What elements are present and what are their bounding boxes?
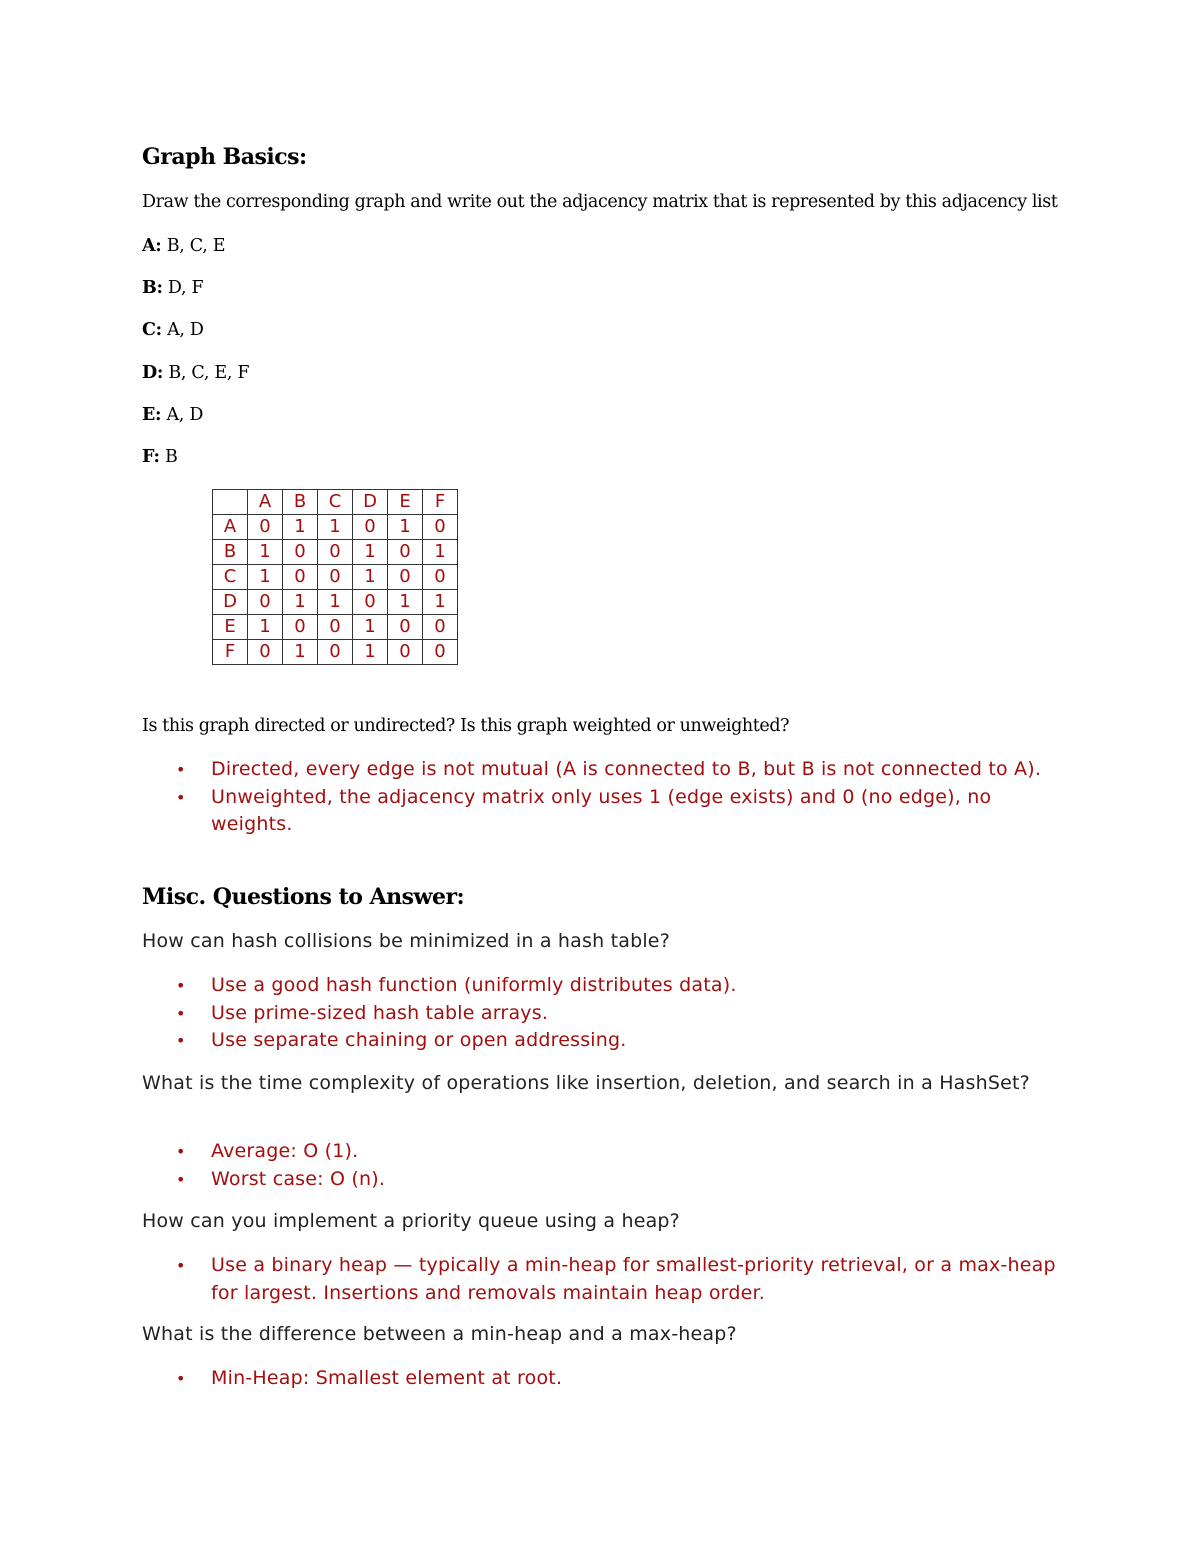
matrix-cell: 0 [318,615,353,640]
matrix-col-header: C [318,490,353,515]
matrix-cell: 1 [353,640,388,665]
matrix-cell: 0 [318,565,353,590]
matrix-col-header: E [388,490,423,515]
matrix-row-label: C [213,565,248,590]
matrix-cell: 0 [388,615,423,640]
matrix-cell: 0 [353,590,388,615]
matrix-corner-cell [213,490,248,515]
matrix-cell: 1 [318,590,353,615]
matrix-cell: 0 [388,640,423,665]
question-text: What is the time complexity of operations like insertion, deletion, and search in a HashSet? [142,1072,1030,1094]
matrix-col-header: D [353,490,388,515]
matrix-cell: 1 [248,540,283,565]
list-item: • Use prime-sized hash table arrays. [142,1000,1062,1028]
list-item: • Use a binary heap — typically a min-heap for smallest-priority retrieval, or a max-heap for largest. Insertions and removals maintain heap order. [176,1254,1056,1304]
matrix-cell: 1 [353,565,388,590]
list-item: • Average: O (1). [142,1138,1062,1166]
matrix-cell: 1 [283,515,318,540]
adjacency-entry: A: B, C, E [142,236,226,256]
list-item: • Worst case: O (n). [142,1166,1062,1194]
adjacency-matrix [212,489,458,665]
adjacency-entry: C: A, D [142,320,204,340]
matrix-cell: 0 [248,515,283,540]
matrix-cell: 0 [423,615,458,640]
matrix-col-header: A [248,490,283,515]
matrix-cell: 0 [283,540,318,565]
matrix-cell: 0 [248,640,283,665]
matrix-cell: 0 [248,590,283,615]
bullet-icon: • [176,1142,186,1161]
matrix-cell: 0 [283,565,318,590]
matrix-row [213,540,458,565]
answer-list [142,1138,1062,1193]
matrix-row [213,515,458,540]
graph-answer-list [142,756,1062,839]
list-item: • Unweighted, the adjacency matrix only uses 1 (edge exists) and 0 (no edge), no weights. [176,785,992,835]
adjacency-entry: B: D, F [142,278,204,298]
matrix-cell: 0 [283,615,318,640]
matrix-cell: 1 [248,565,283,590]
matrix-row-label: B [213,540,248,565]
bullet-icon: • [176,1256,186,1275]
bullet-icon: • [176,1003,186,1023]
matrix-row [213,615,458,640]
matrix-row [213,565,458,590]
matrix-cell: 1 [423,590,458,615]
bullet-icon: • [176,787,186,807]
matrix-cell: 0 [423,515,458,540]
matrix-row-label: A [213,515,248,540]
bullet-icon: • [176,760,186,779]
matrix-cell: 1 [423,540,458,565]
misc-heading: Misc. Questions to Answer: [142,884,465,910]
question-text: How can you implement a priority queue using a heap? [142,1210,680,1232]
matrix-col-header: F [423,490,458,515]
matrix-row [213,640,458,665]
bullet-icon: • [176,1169,186,1189]
matrix-cell: 1 [388,590,423,615]
adjacency-entry: D: B, C, E, F [142,363,250,383]
adjacency-entry: F: B [142,447,178,467]
matrix-cell: 1 [353,540,388,565]
matrix-cell: 1 [248,615,283,640]
matrix-cell: 1 [353,615,388,640]
matrix-cell: 1 [283,640,318,665]
matrix-cell: 0 [318,540,353,565]
bullet-icon: • [176,1369,186,1388]
matrix-row-label: D [213,590,248,615]
list-item: • Min-Heap: Smallest element at root. [142,1365,1062,1393]
graph-question: Is this graph directed or undirected? Is this graph weighted or unweighted? [142,716,790,736]
matrix-row [213,590,458,615]
matrix-cell: 1 [388,515,423,540]
instruction-text: Draw the corresponding graph and write out the adjacency matrix that is represented by this adjacency list [142,192,1058,212]
matrix-cell: 1 [283,590,318,615]
question-text: What is the difference between a min-heap and a max-heap? [142,1323,737,1345]
matrix-header-row [213,490,458,515]
bullet-icon: • [176,1031,186,1050]
bullet-icon: • [176,976,186,995]
matrix-cell: 0 [318,640,353,665]
matrix-col-header: B [283,490,318,515]
answer-list [142,972,1062,1055]
matrix-cell: 0 [423,640,458,665]
answer-list [142,1252,1062,1307]
list-item: • Directed, every edge is not mutual (A is connected to B, but B is not connected to A). [142,756,1062,784]
matrix-cell: 1 [318,515,353,540]
graph-basics-heading: Graph Basics: [142,144,307,170]
matrix-cell: 0 [388,565,423,590]
matrix-cell: 0 [388,540,423,565]
matrix-row-label: E [213,615,248,640]
adjacency-entry: E: A, D [142,405,204,425]
question-text: How can hash collisions be minimized in a hash table? [142,930,670,952]
matrix-cell: 0 [423,565,458,590]
matrix-cell: 0 [353,515,388,540]
matrix-row-label: F [213,640,248,665]
answer-list [142,1365,1062,1393]
list-item: • Use separate chaining or open addressing. [142,1027,1062,1055]
list-item: • Use a good hash function (uniformly distributes data). [142,972,1062,1000]
